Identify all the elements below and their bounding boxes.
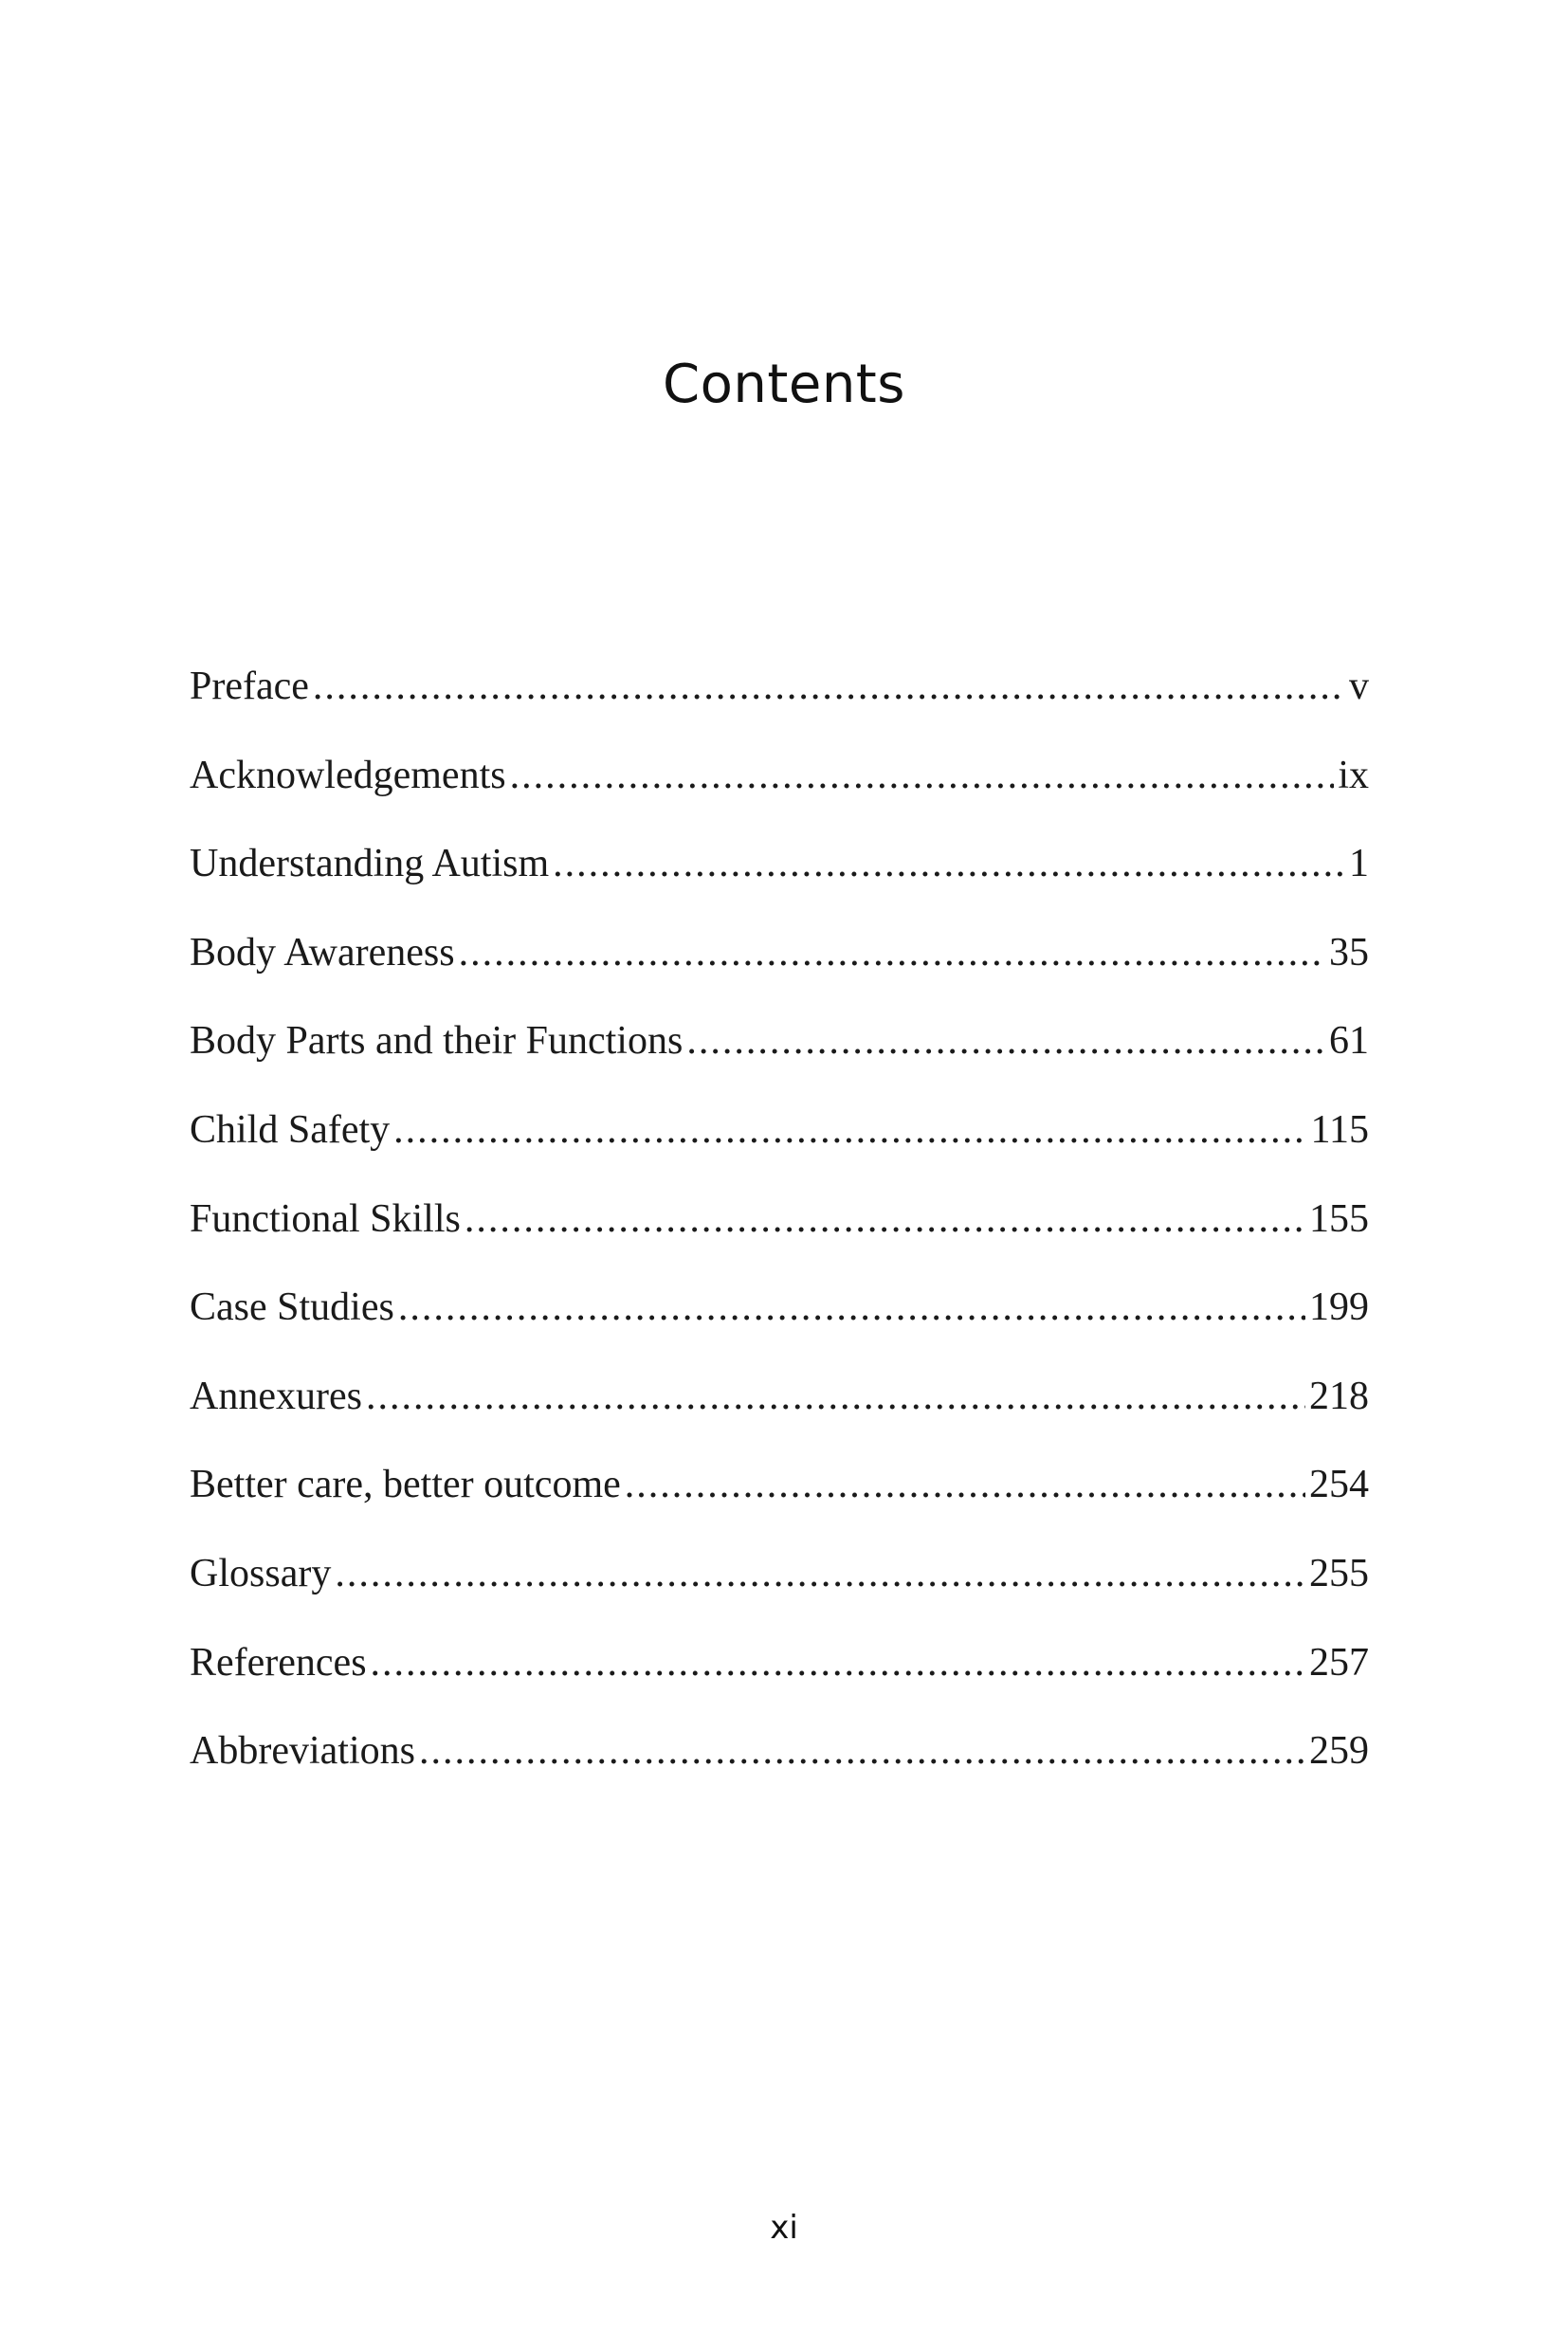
toc-entry-page-number: 257 bbox=[1309, 1640, 1369, 1685]
toc-entry-page-number: 255 bbox=[1309, 1551, 1369, 1595]
toc-entry-page-number: 115 bbox=[1310, 1107, 1369, 1152]
toc-entry-title: Functional Skills bbox=[190, 1196, 461, 1241]
toc-entry-title: Understanding Autism bbox=[190, 842, 550, 886]
toc-dot-leader bbox=[371, 1640, 1305, 1686]
toc-entry bbox=[190, 1462, 1369, 1551]
toc-entry bbox=[190, 1374, 1369, 1463]
toc-entry-title: Preface bbox=[190, 665, 309, 708]
toc-dot-leader bbox=[553, 841, 1345, 886]
toc-entry bbox=[190, 664, 1369, 753]
toc-dot-leader bbox=[393, 1107, 1306, 1153]
toc-entry-title: Glossary bbox=[190, 1551, 332, 1595]
toc-entry bbox=[190, 1640, 1369, 1729]
toc-entry-page-number: 155 bbox=[1309, 1196, 1369, 1241]
toc-entry bbox=[190, 753, 1369, 842]
toc-entry-page-number: 35 bbox=[1329, 930, 1369, 975]
toc-dot-leader bbox=[510, 753, 1335, 798]
toc-entry-title: Abbreviations bbox=[190, 1729, 415, 1774]
toc-entry-page-number: 218 bbox=[1309, 1374, 1369, 1418]
toc-dot-leader bbox=[419, 1728, 1305, 1774]
toc-dot-leader bbox=[398, 1285, 1305, 1330]
toc-entry-page-number: 259 bbox=[1309, 1729, 1369, 1774]
toc-entry bbox=[190, 1285, 1369, 1374]
toc-entry bbox=[190, 1018, 1369, 1107]
toc-entry-title: Child Safety bbox=[190, 1107, 391, 1152]
toc-dot-leader bbox=[686, 1018, 1325, 1064]
toc-dot-leader bbox=[366, 1374, 1305, 1419]
table-of-contents bbox=[190, 664, 1369, 1817]
toc-entry-title: Annexures bbox=[190, 1374, 362, 1418]
toc-entry-title: Better care, better outcome bbox=[190, 1463, 621, 1507]
toc-entry-title: Case Studies bbox=[190, 1285, 394, 1330]
toc-entry-page-number: 254 bbox=[1309, 1463, 1369, 1507]
toc-entry bbox=[190, 1107, 1369, 1196]
toc-entry-page-number: ix bbox=[1338, 753, 1369, 797]
page-number-footer: xi bbox=[770, 2209, 798, 2247]
toc-dot-leader bbox=[459, 930, 1325, 975]
toc-dot-leader bbox=[465, 1196, 1305, 1242]
toc-entry bbox=[190, 841, 1369, 930]
toc-entry bbox=[190, 930, 1369, 1019]
toc-entry bbox=[190, 1196, 1369, 1285]
toc-entry-title: Body Parts and their Functions bbox=[190, 1019, 684, 1064]
toc-entry-page-number: 199 bbox=[1309, 1285, 1369, 1330]
toc-entry-page-number: 1 bbox=[1349, 842, 1369, 886]
toc-dot-leader bbox=[313, 664, 1345, 709]
toc-entry bbox=[190, 1551, 1369, 1640]
toc-entry-title: References bbox=[190, 1640, 367, 1685]
toc-dot-leader bbox=[335, 1551, 1305, 1596]
toc-entry bbox=[190, 1728, 1369, 1817]
page-title: Contents bbox=[663, 353, 905, 415]
toc-entry-page-number: v bbox=[1349, 665, 1369, 708]
toc-entry-page-number: 61 bbox=[1329, 1019, 1369, 1064]
toc-dot-leader bbox=[625, 1462, 1305, 1507]
toc-entry-title: Body Awareness bbox=[190, 930, 455, 975]
toc-entry-title: Acknowledgements bbox=[190, 753, 506, 797]
